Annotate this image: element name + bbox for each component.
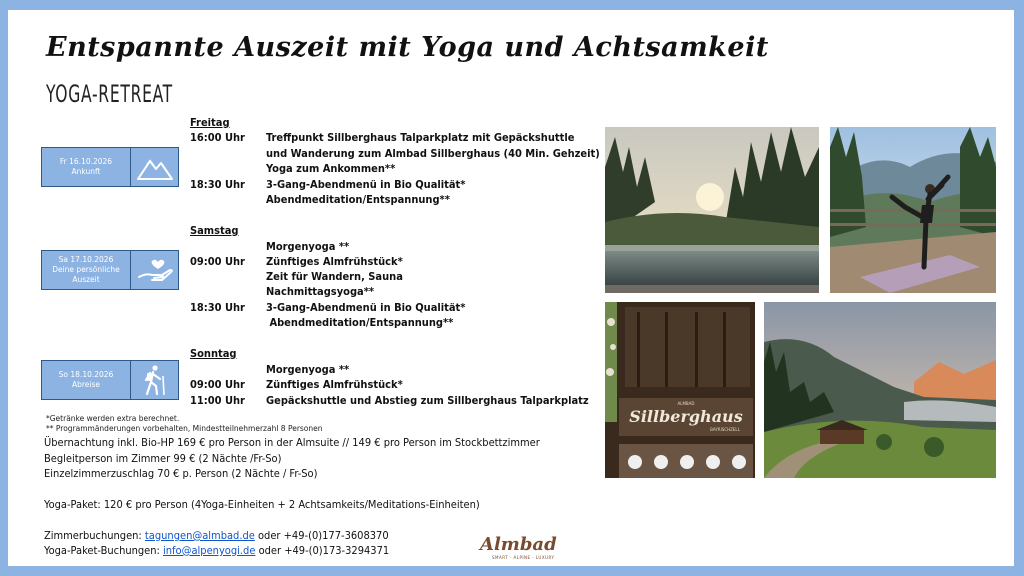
day-box-label: Abreise (71, 380, 101, 389)
day-box-date: Sa 17.10.2026 (58, 255, 114, 264)
email-link-yoga[interactable]: info@alpenyogi.de (163, 544, 256, 557)
schedule-activity: Gepäckshuttle und Abstieg zum Sillberghaus Talparkplatz (266, 394, 589, 407)
schedule-activity: Zünftiges Almfrühstück* (266, 378, 403, 391)
almbad-logo (480, 535, 572, 565)
day-heading-friday: Freitag (190, 116, 230, 129)
contact-phone: oder +49-(0)177-3608370 (254, 529, 389, 542)
schedule-activity: Zeit für Wandern, Sauna (266, 270, 403, 283)
svg-text:Sillberghaus: Sillberghaus (629, 407, 743, 426)
day-box-date: So 18.10.2026 (58, 370, 114, 379)
schedule-time: 18:30 Uhr (190, 301, 245, 314)
contact-phone: oder +49-(0)173-3294371 (255, 544, 390, 557)
slide (8, 10, 1014, 566)
day-box-friday (41, 147, 179, 187)
day-heading-saturday: Samstag (190, 224, 239, 237)
day-box-sunday (41, 360, 179, 400)
day-box-label: Ankunft (71, 167, 101, 176)
email-link-rooms[interactable]: tagungen@almbad.de (144, 529, 255, 542)
page-subtitle: YOGA-RETREAT (46, 80, 173, 108)
schedule-activity: Zünftiges Almfrühstück* (266, 255, 403, 268)
price-line: Begleitperson im Zimmer 99 € (2 Nächte /Fr-So) (44, 452, 282, 465)
contact-rooms (44, 529, 389, 542)
schedule-time: 16:00 Uhr (190, 131, 245, 144)
day-box-saturday (41, 250, 179, 290)
day-heading-sunday: Sonntag (190, 347, 237, 360)
mountain-valley-photo (764, 302, 996, 478)
logo-tagline: SMART · ALPINE · LUXURY (492, 555, 555, 560)
schedule-activity: Treffpunkt Sillberghaus Talparkplatz mit Gepäckshuttle (266, 131, 575, 144)
contact-label: Zimmerbuchungen: (44, 529, 145, 542)
schedule-time: 11:00 Uhr (190, 394, 245, 407)
logo-wordmark: Almbad (480, 534, 557, 555)
schedule-activity: Morgenyoga ** (266, 363, 350, 376)
schedule-activity: und Wanderung zum Almbad Sillberghaus (40 Min. Gehzeit) (266, 147, 600, 160)
schedule-activity: Yoga zum Ankommen** (266, 162, 396, 175)
footnote-program: ** Programmänderungen vorbehalten, Mindestteilnehmerzahl 8 Personen (46, 424, 323, 433)
svg-text:BAYRISCHZELL: BAYRISCHZELL (710, 427, 740, 432)
schedule-activity: 3-Gang-Abendmenü in Bio Qualität* (266, 301, 466, 314)
footnote-drinks: *Getränke werden extra berechnet. (46, 414, 180, 423)
schedule-activity: Morgenyoga ** (266, 240, 350, 253)
contact-yoga (44, 544, 389, 557)
mountain-icon (136, 152, 174, 182)
hiker-icon (136, 364, 174, 396)
page-title: Entspannte Auszeit mit Yoga und Achtsamkeit (46, 32, 769, 63)
svg-text:ALMBAD: ALMBAD (677, 401, 695, 406)
price-line: Übernachtung inkl. Bio-HP 169 € pro Person in der Almsuite // 149 € pro Person im Stockbettzimmer (44, 436, 540, 449)
sillberghaus-sign-photo (605, 302, 755, 478)
schedule-time: 09:00 Uhr (190, 255, 245, 268)
yoga-package-price: Yoga-Paket: 120 € pro Person (4Yoga-Einheiten + 2 Achtsamkeits/Meditations-Einheiten) (44, 498, 480, 511)
day-box-date: Fr 16.10.2026 (59, 157, 113, 166)
price-line: Einzelzimmerzuschlag 70 € p. Person (2 Nächte / Fr-So) (44, 467, 318, 480)
day-box-label: Deine persönliche Auszeit (52, 265, 120, 284)
hand-heart-icon (136, 255, 174, 285)
schedule-activity: Nachmittagsyoga** (266, 285, 375, 298)
contact-label: Yoga-Paket-Buchungen: (44, 544, 164, 557)
schedule-activity: Abendmeditation/Entspannung** (266, 193, 450, 206)
schedule-time: 18:30 Uhr (190, 178, 245, 191)
yoga-pose-photo (830, 127, 996, 293)
schedule-activity: Abendmeditation/Entspannung** (266, 316, 454, 329)
pool-forest-photo (605, 127, 819, 293)
schedule-time: 09:00 Uhr (190, 378, 245, 391)
schedule-activity: 3-Gang-Abendmenü in Bio Qualität* (266, 178, 466, 191)
